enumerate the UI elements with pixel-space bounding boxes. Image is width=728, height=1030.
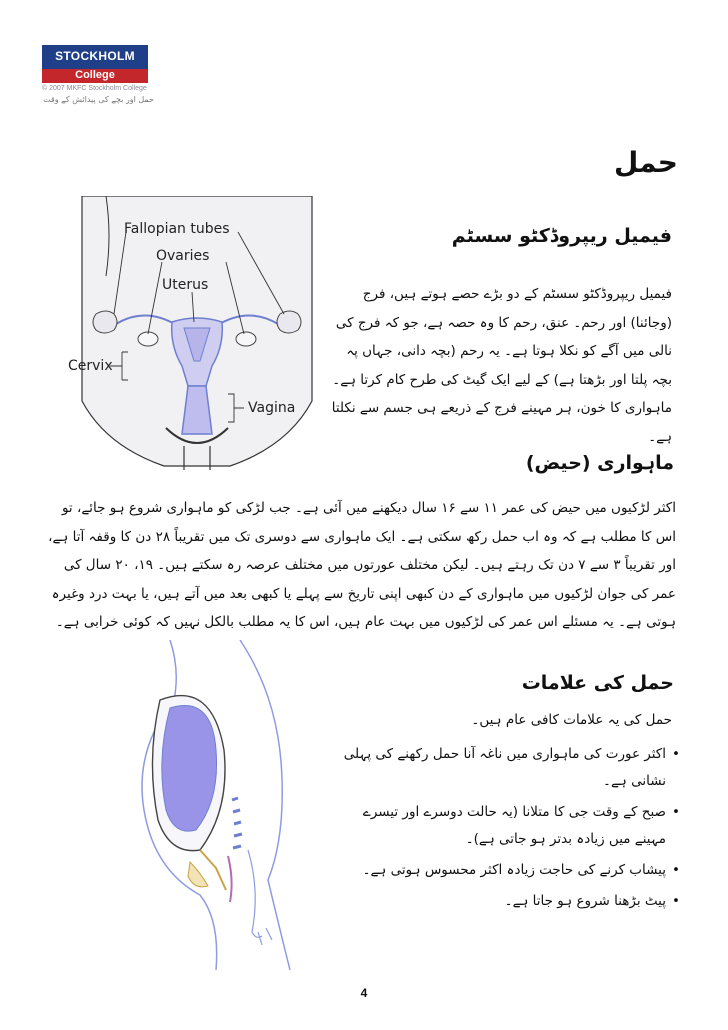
pregnancy-illustration [130, 640, 330, 970]
label-uterus: Uterus [162, 277, 209, 293]
label-ovaries: Ovaries [156, 248, 210, 264]
signs-intro: حمل کی یہ علامات کافی عام ہیں۔ [471, 712, 672, 728]
hand-outline [248, 850, 272, 945]
page-title: حمل [614, 146, 678, 179]
label-fallopian-tubes: Fallopian tubes [124, 221, 230, 237]
rectum-line [228, 856, 232, 902]
signs-list [340, 741, 680, 919]
female-reproductive-diagram [66, 196, 328, 470]
bladder-shape [188, 862, 208, 887]
ovary-left [138, 332, 158, 346]
copyright-text: © 2007 MKFC Stockholm College [42, 85, 147, 92]
fimbria-right [277, 311, 301, 333]
list-item: • پیشاب کرنے کی حاجت زیادہ اکثر محسوس ہوتی ہے۔ [340, 857, 680, 884]
page-number: 4 [360, 986, 368, 1000]
menses-section-heading: ماہواری (حیض) [525, 452, 674, 474]
spine-segments [232, 798, 242, 848]
header-subtitle: حمل اور بچے کی پیدائش کے وقت [43, 95, 154, 104]
vagina-shape [182, 386, 212, 434]
college-logo [42, 45, 148, 83]
menses-section-paragraph: اکثر لڑکیوں میں حیض کی عمر ۱۱ سے ۱۶ سال دیکھنے میں آئی ہے۔ جب لڑکی کو ماہواری شروع ہو جائے، تو اس کا مطلب ہے کہ وہ اب حمل رکھ سکتی ہے۔ ایک ماہواری سے دوسری تک میں تقریباً ۲۸ دن کا وقفہ آتا ہے، اور تقریباً ۳ سے ۷ دن تک رہتے ہیں۔ لیکن مختلف عورتوں میں مختلف عرصہ رہ سکتے ہیں۔ ۱۹، ۲۰ سال کی عمر کی جوان لڑکیوں میں ماہواری کے دن کبھی اپنی تاریخ سے پہلے یا کبھی بعد میں آتے ہیں، یا بہت درد وغیرہ ہوتی ہے۔ یہ مسئلے اس عمر کی لڑکیوں میں بہت عام ہیں، اس کا یہ مطلب بالکل نہیں کہ کوئی خرابی ہے۔ [48, 500, 676, 630]
ovary-right [236, 332, 256, 346]
signs-section-heading: حمل کی علامات [521, 672, 674, 694]
fimbria-left [93, 311, 117, 333]
female-section-heading: فیمیل ریپروڈکٹو سسٹم [451, 225, 672, 247]
list-item: • پیٹ بڑھنا شروع ہو جاتا ہے۔ [340, 888, 680, 915]
female-section-paragraph: فیمیل ریپروڈکٹو سسٹم کے دو بڑے حصے ہوتے ہیں، فرج (وجائنا) اور رحم۔ عنق، رحم کا وہ حصہ ہے، جو کہ فرج کی نالی میں آگے کو نکلا ہوتا ہے۔ یہ رحم (بچہ دانی، جہاں پہ بچہ پلتا اور بڑھتا ہے) کے لیے ایک گیٹ کی طرح کام کرتا ہے۔ ماہواری کا خون، ہر مہینے فرج کے ذریعے ہی جسم سے نکلتا ہے۔ [331, 286, 672, 445]
label-cervix: Cervix [68, 358, 113, 374]
list-item: • صبح کے وقت جی کا متلانا (یہ حالت دوسرے اور تیسرے مہینے میں زیادہ بدتر ہو جاتی ہے)۔ [340, 799, 680, 853]
label-vagina: Vagina [248, 400, 296, 416]
body-back-outline [240, 640, 290, 970]
list-item: • اکثر عورت کی ماہواری میں ناغہ آنا حمل رکھنے کی پہلی نشانی ہے۔ [340, 741, 680, 795]
logo-top-text: STOCKHOLM [55, 49, 135, 63]
logo-bottom-text: College [75, 69, 115, 81]
